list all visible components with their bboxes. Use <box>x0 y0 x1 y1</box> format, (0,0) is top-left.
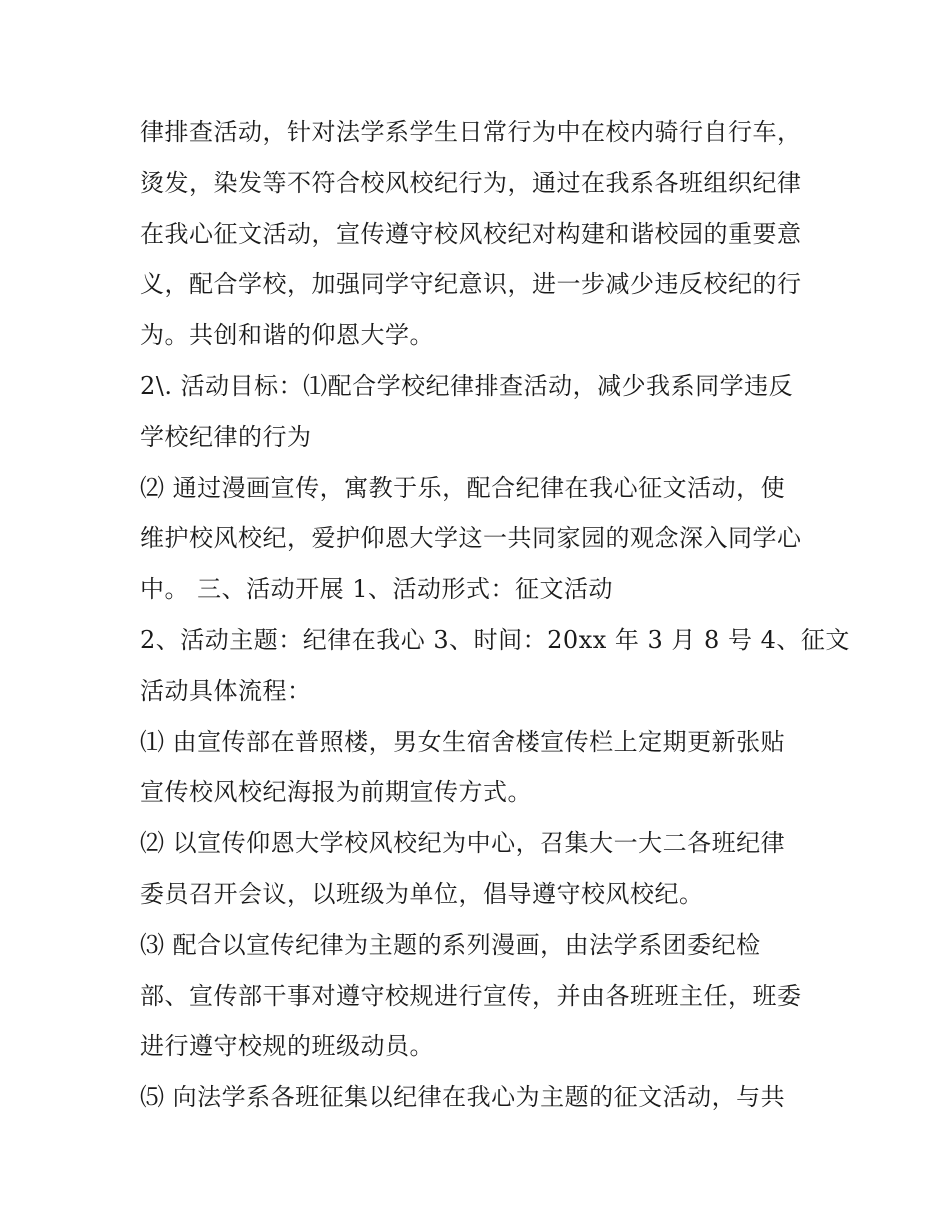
text-line: ⑶ 配合以宣传纪律为主题的系列漫画，由法学系团委纪检 <box>140 930 761 959</box>
text-line: 学校纪律的行为 <box>140 422 312 451</box>
document-body <box>140 107 850 1123</box>
text-line: 中。 三、活动开展 1、活动形式：征文活动 <box>140 575 614 604</box>
text-line: ⑸ 向法学系各班征集以纪律在我心为主题的征文活动，与共 <box>140 1083 786 1112</box>
text-line: 2\. 活动目标：⑴配合学校纪律排查活动，减少我系同学违反 <box>140 371 794 400</box>
text-line: 维护校风校纪，爱护仰恩大学这一共同家园的观念深入同学心 <box>140 524 802 553</box>
text-line: 在我心征文活动，宣传遵守校风校纪对构建和谐校园的重要意 <box>140 219 802 248</box>
text-line: ⑵ 以宣传仰恩大学校风校纪为中心，召集大一大二各班纪律 <box>140 829 786 858</box>
text-line: 部、宣传部干事对遵守校规进行宣传，并由各班班主任，班委 <box>140 981 802 1010</box>
text-line: 义，配合学校，加强同学守纪意识，进一步减少违反校纪的行 <box>140 270 802 299</box>
text-line: 2、活动主题：纪律在我心 3、时间：20xx 年 3 月 8 号 4、征文 <box>140 625 850 654</box>
text-line: 活动具体流程： <box>140 676 312 705</box>
text-line: 宣传校风校纪海报为前期宣传方式。 <box>140 778 532 807</box>
text-line: ⑵ 通过漫画宣传，寓教于乐，配合纪律在我心征文活动，使 <box>140 473 786 502</box>
text-line: 烫发，染发等不符合校风校纪行为，通过在我系各班组织纪律 <box>140 168 802 197</box>
text-line: 为。共创和谐的仰恩大学。 <box>140 321 434 350</box>
text-line: 进行遵守校规的班级动员。 <box>140 1032 434 1061</box>
text-line: 委员召开会议，以班级为单位，倡导遵守校风校纪。 <box>140 879 704 908</box>
text-line: ⑴ 由宣传部在普照楼，男女生宿舍楼宣传栏上定期更新张贴 <box>140 727 786 756</box>
text-line: 律排查活动，针对法学系学生日常行为中在校内骑行自行车， <box>140 118 802 146</box>
